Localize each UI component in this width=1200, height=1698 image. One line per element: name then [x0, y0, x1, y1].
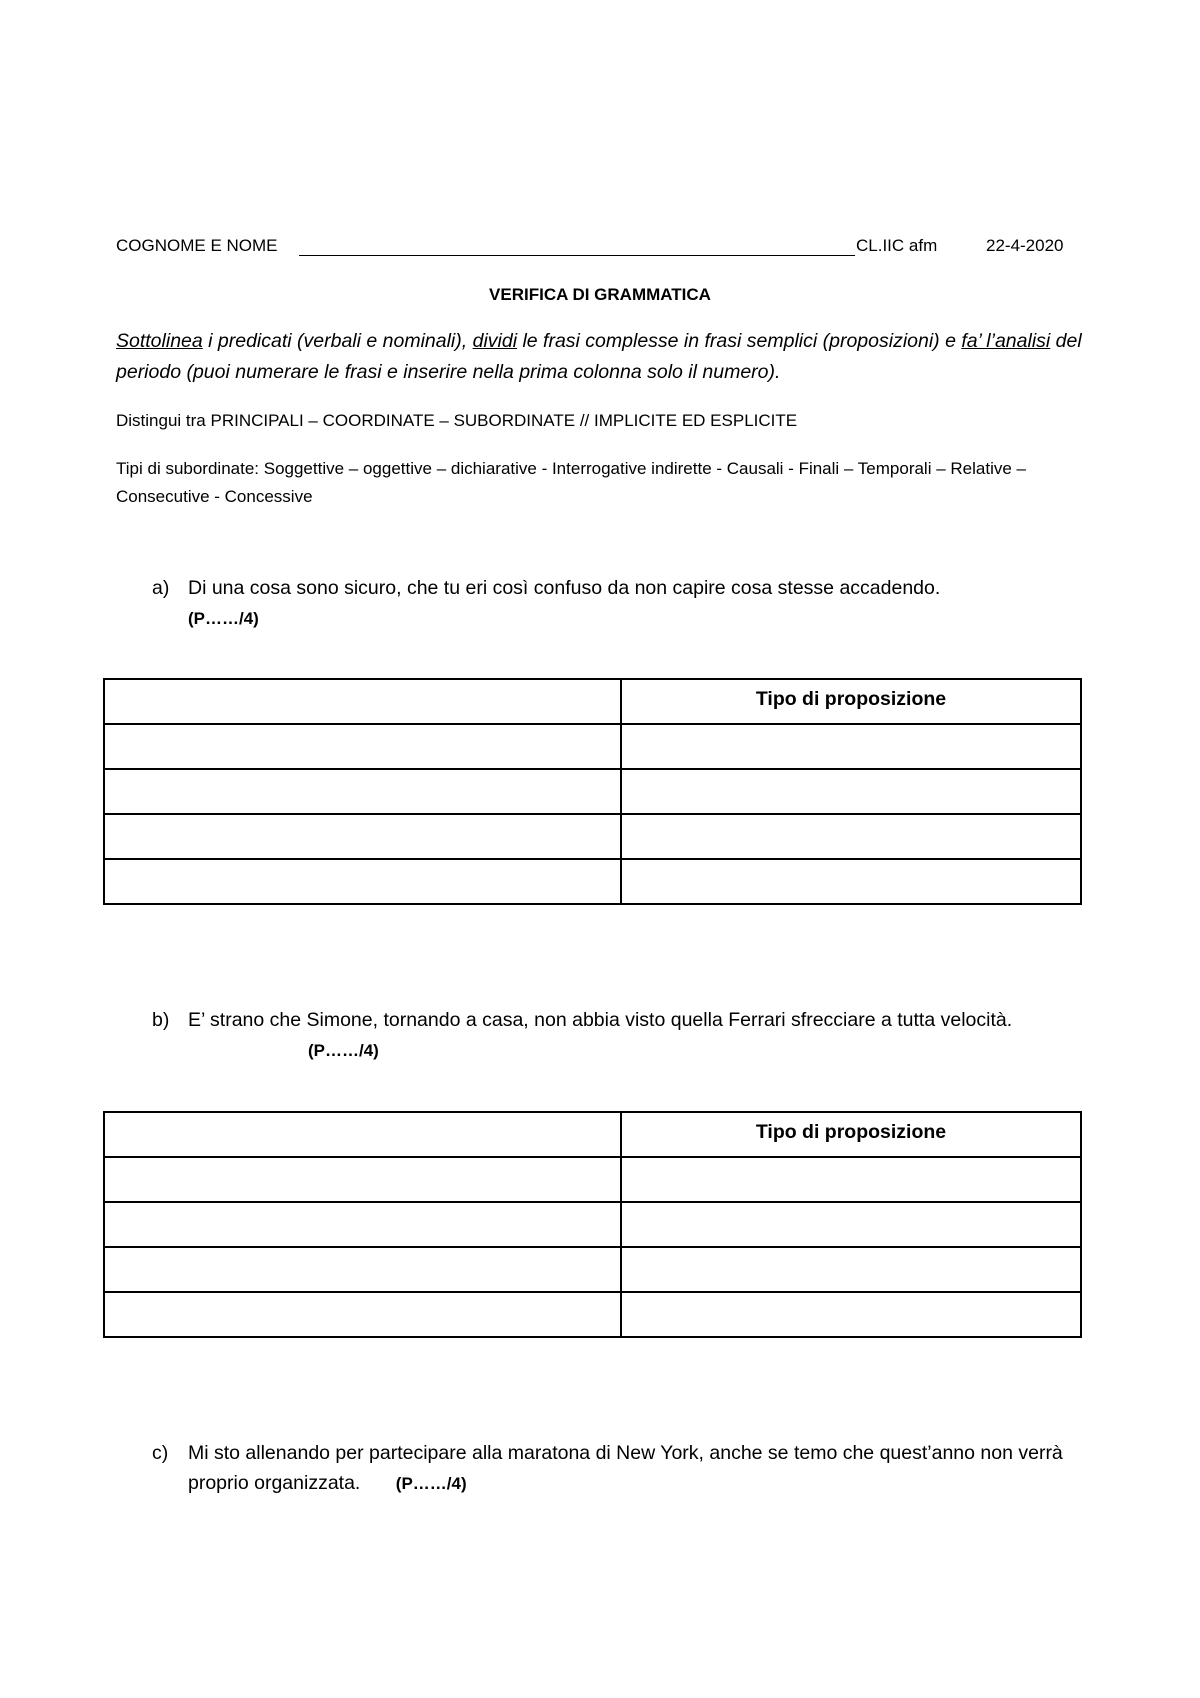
- instructions: [116, 326, 1096, 388]
- instruction-text: del periodo (puoi numerare le frasi e inserire nella prima colonna solo il numero).: [116, 330, 1082, 383]
- table-header-row: [104, 679, 1081, 724]
- table-row: [104, 859, 1081, 904]
- table-cell[interactable]: [104, 859, 621, 904]
- table-cell[interactable]: [621, 859, 1081, 904]
- instruction-underline-word: Sottolinea: [116, 330, 203, 352]
- table-cell[interactable]: [621, 1292, 1081, 1337]
- answer-table-b: [103, 1111, 1082, 1338]
- table-cell[interactable]: [621, 1157, 1081, 1202]
- table-cell[interactable]: [104, 679, 621, 724]
- exercise-c: [152, 1438, 1098, 1499]
- table-cell[interactable]: [104, 814, 621, 859]
- table-row: [104, 814, 1081, 859]
- table-cell[interactable]: [104, 1247, 621, 1292]
- exercise-sentence: Mi sto allenando per partecipare alla maratona di New York, anche se temo che quest’anno non verrà proprio organizzata.: [188, 1442, 1063, 1494]
- subordinate-types: [116, 455, 1086, 511]
- table-cell[interactable]: [621, 1202, 1081, 1247]
- exercise-sentence: E’ strano che Simone, tornando a casa, non abbia visto quella Ferrari sfrecciare a tutta velocità.: [188, 1009, 1013, 1031]
- exercise-letter: c): [152, 1442, 169, 1464]
- table-cell[interactable]: [104, 1112, 621, 1157]
- name-blank-line[interactable]: [299, 255, 855, 256]
- table-row: [104, 1157, 1081, 1202]
- instruction-text: i predicati (verbali e nominali),: [202, 330, 473, 352]
- instruction-divide-word: dividi: [472, 330, 518, 352]
- table-row: [104, 1292, 1081, 1337]
- exercise-letter: a): [152, 577, 170, 599]
- exercise-b: [152, 1005, 1098, 1066]
- exercise-score: (P……/4): [395, 1474, 467, 1493]
- instruction-analysis-word: fa’ l’analisi: [961, 330, 1051, 352]
- exercise-score: (P……/4): [308, 1041, 379, 1060]
- table-cell[interactable]: [621, 724, 1081, 769]
- subordinate-types-list: Soggettive – oggettive – dichiarative - Interrogative indirette - Causali - Finali – Temporali – Relative – Consecutive - Concessive: [116, 459, 1026, 506]
- subordinate-types-label: Tipi di subordinate:: [116, 459, 264, 478]
- table-header-row: [104, 1112, 1081, 1157]
- table-row: [104, 724, 1081, 769]
- exercise-a: [152, 573, 1098, 634]
- table-cell[interactable]: [104, 1157, 621, 1202]
- header-row: [116, 236, 1078, 260]
- answer-table-a: [103, 678, 1082, 905]
- table-header-type: Tipo di proposizione: [621, 679, 1081, 724]
- date-label: 22-4-2020: [986, 236, 1064, 255]
- exercise-score: (P……/4): [188, 609, 259, 628]
- table-row: [104, 769, 1081, 814]
- class-label: CL.IIC afm: [856, 236, 938, 255]
- table-cell[interactable]: [621, 1247, 1081, 1292]
- table-cell[interactable]: [104, 724, 621, 769]
- page-title: VERIFICA DI GRAMMATICA: [489, 285, 711, 304]
- table-cell[interactable]: [621, 814, 1081, 859]
- table-cell[interactable]: [104, 769, 621, 814]
- table-row: [104, 1247, 1081, 1292]
- distinguish-line: Distingui tra PRINCIPALI – COORDINATE – SUBORDINATE // IMPLICITE ED ESPLICITE: [116, 411, 798, 430]
- name-label: COGNOME E NOME: [116, 236, 278, 255]
- exercise-letter: b): [152, 1009, 170, 1031]
- table-cell[interactable]: [104, 1202, 621, 1247]
- table-header-type: Tipo di proposizione: [621, 1112, 1081, 1157]
- table-cell[interactable]: [621, 769, 1081, 814]
- instruction-text: le frasi complesse in frasi semplici (proposizioni) e: [517, 330, 962, 352]
- table-row: [104, 1202, 1081, 1247]
- exercise-sentence: Di una cosa sono sicuro, che tu eri così confuso da non capire cosa stesse accadendo.: [188, 577, 941, 599]
- table-cell[interactable]: [104, 1292, 621, 1337]
